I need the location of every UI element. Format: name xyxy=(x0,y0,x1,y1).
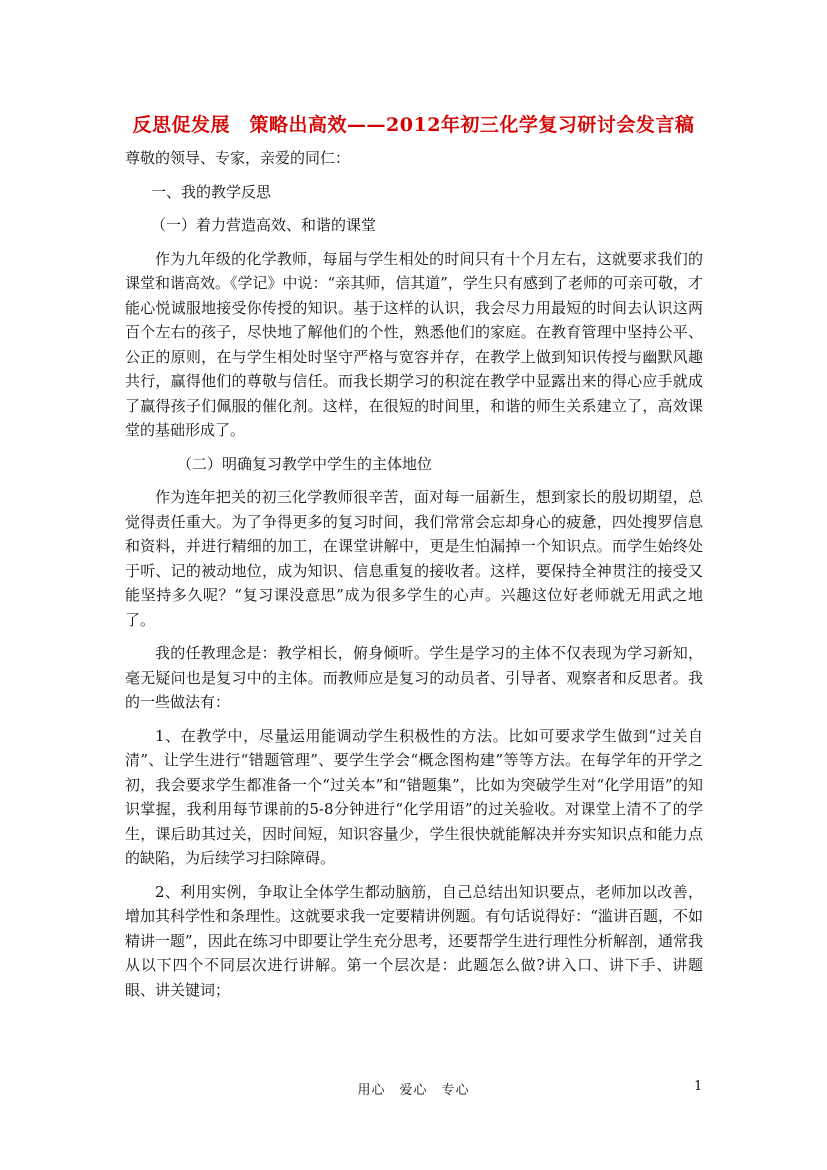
document-title: 反思促发展 策略出高效——2012年初三化学复习研讨会发言稿 xyxy=(132,114,695,136)
paragraph-2: 作为连年把关的初三化学教师很辛苦，面对每一届新生，想到家长的殷切期望，总觉得责任重大。为了争得更多的复习时间，我们常常会忘却身心的疲惫，四处搜罗信息和资料，并进行精细的加工，在课堂讲解中，更是生怕漏掉一个知识点。而学生始终处于听、记的被动地位，成为知识、信息重复的接收者。这样，要保持全神贯注的接受又能坚持多久呢？“复习课没意思”成为很多学生的心声。兴趣这位好老师就无用武之地了。 xyxy=(125,488,703,629)
page-number: 1 xyxy=(694,1079,703,1094)
paragraph-1: 作为九年级的化学教师，每届与学生相处的时间只有十个月左右，这就要求我们的课堂和谐高效。《学记》中说：“亲其师，信其道”，学生只有感到了老师的可亲可敬，才能心悦诚服地接受你传授的知识。基于这样的认识，我会尽力用最短的时间去认识这两百个左右的孩子，尽快地了解他们的个性，熟悉他们的家庭。在教育管理中坚持公平、公正的原则，在与学生相处时坚守严格与宽容并存，在教学上做到知识传授与幽默风趣共行，赢得他们的尊敬与信任。而我长期学习的积淀在教学中显露出来的得心应手就成了赢得孩子们佩服的催化剂。这样，在很短的时间里，和谐的师生关系建立了，高效课堂的基础形成了。 xyxy=(125,249,703,439)
section-heading: 一、我的教学反思 xyxy=(151,182,272,201)
paragraph-3: 我的任教理念是：教学相长，俯身倾听。学生是学习的主体不仅表现为学习新知，毫无疑问也是复习中的主体。而教师应是复习的动员者、引导者、观察者和反思者。我的一些做法有： xyxy=(125,644,703,711)
greeting: 尊敬的领导、专家，亲爱的同仁： xyxy=(125,149,351,167)
page-footer: 用心 爱心 专心 xyxy=(357,1083,470,1098)
subsection-heading-2: （二）明确复习教学中学生的主体地位 xyxy=(177,454,433,473)
subsection-heading-1: （一）着力营造高效、和谐的课堂 xyxy=(151,216,377,234)
paragraph-5: 2、利用实例，争取让全体学生都动脑筋，自己总结出知识要点，老师加以改善，增加其科学性和条理性。这就要求我一定要精讲例题。有句话说得好：“滥讲百题，不如精讲一题”，因此在练习中即要让学生充分思考，还要帮学生进行理性分析解剖，通常我从以下四个不同层次进行讲解。第一个层次是：此题怎么做?讲入口、讲下手、讲题眼、讲关键词； xyxy=(125,882,703,999)
paragraph-4: 1、在教学中，尽量运用能调动学生积极性的方法。比如可要求学生做到“过关自清”、让学生进行“错题管理”、要学生学会“概念图构建”等等方法。在每学年的开学之初，我会要求学生都准备一个“过关本”和“错题集”，比如为突破学生对“化学用语”的知识掌握，我利用每节课前的5-8分钟进行“化学用语”的过关验收。对课堂上清不了的学生，课后助其过关，因时间短，知识容量少，学生很快就能解决并夯实知识点和能力点的缺陷，为后续学习扫除障碍。 xyxy=(125,726,703,867)
document-body xyxy=(125,146,703,1011)
